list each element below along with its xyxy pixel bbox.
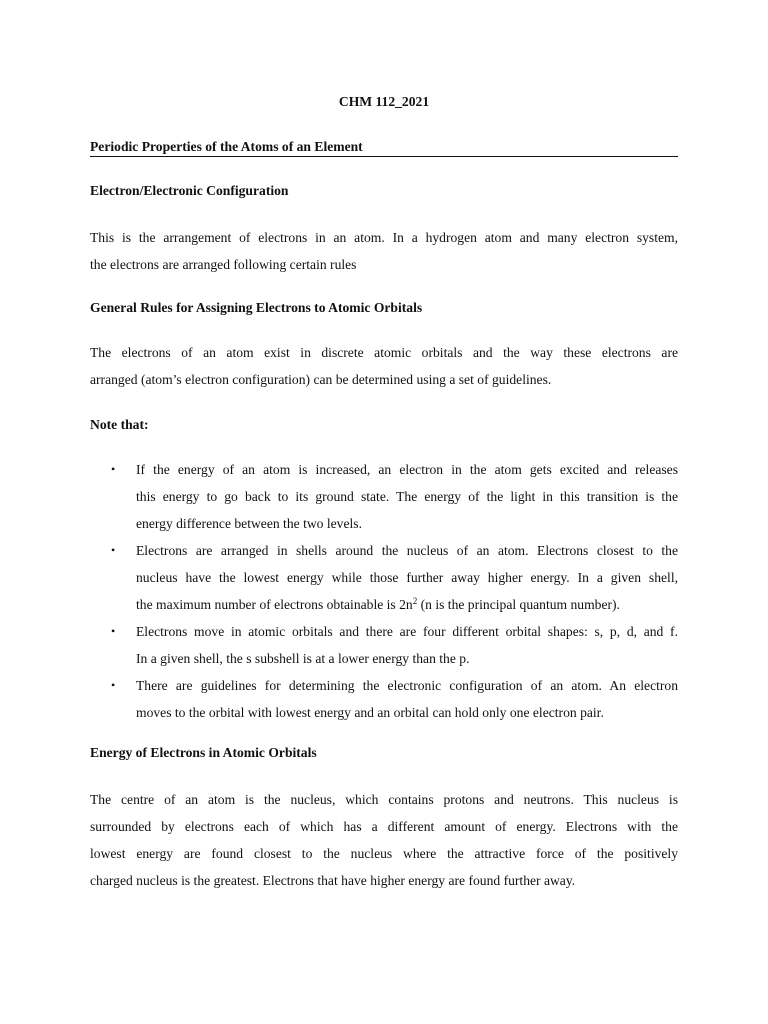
section-heading: Periodic Properties of the Atoms of an Element [90,139,678,157]
bullet-line: moves to the orbital with lowest energy and an orbital can hold only one electron pair. [136,705,604,720]
paragraph-line: The electrons of an atom exist in discrete atomic orbitals and the way these electrons are [90,345,678,360]
rules-paragraph [90,339,678,393]
list-item [90,537,678,618]
bullet-line: Electrons move in atomic orbitals and there are four different orbital shapes: s, p, d, and f. [136,624,678,639]
subheading-energy: Energy of Electrons in Atomic Orbitals [90,745,317,760]
list-item [90,456,678,537]
bullet-line: In a given shell, the s subshell is at a lower energy than the p. [136,651,470,666]
paragraph-line: The centre of an atom is the nucleus, which contains protons and neutrons. This nucleus is [90,792,678,807]
bullet-line: this energy to go back to its ground state. The energy of the light in this transition is the [136,489,678,504]
bullet-line: There are guidelines for determining the electronic configuration of an atom. An electron [136,678,678,693]
formula-text: the maximum number of electrons obtainable is 2n [136,597,413,612]
bullet-icon: • [111,624,116,638]
note-label: Note that: [90,417,149,432]
rules-bullet-list [90,456,678,726]
paragraph-line: lowest energy are found closest to the nucleus where the attractive force of the positively [90,846,678,861]
subheading-general-rules: General Rules for Assigning Electrons to Atomic Orbitals [90,300,423,315]
intro-paragraph [90,224,678,278]
document-title: CHM 112_2021 [338,94,430,109]
bullet-icon: • [111,462,116,476]
paragraph-line: arranged (atom’s electron configuration) can be determined using a set of guidelines. [90,372,552,387]
bullet-icon: • [111,543,116,557]
bullet-line [136,591,678,618]
list-item [90,672,678,726]
bullet-line: nucleus have the lowest energy while those further away higher energy. In a given shell, [136,570,678,585]
formula-text: (n is the principal quantum number). [417,597,620,612]
paragraph-line: the electrons are arranged following certain rules [90,257,357,272]
list-item [90,618,678,672]
document-page [90,0,678,1024]
paragraph-line: surrounded by electrons each of which has a different amount of energy. Electrons with the [90,819,678,834]
energy-paragraph [90,786,678,894]
paragraph-line: This is the arrangement of electrons in an atom. In a hydrogen atom and many electron system, [90,230,678,245]
bullet-line: Electrons are arranged in shells around the nucleus of an atom. Electrons closest to the [136,543,678,558]
subheading-electron-configuration: Electron/Electronic Configuration [90,183,289,198]
exponent: 2 [412,596,418,606]
bullet-icon: • [111,678,116,692]
paragraph-line: charged nucleus is the greatest. Electrons that have higher energy are found further away. [90,873,576,888]
bullet-line: energy difference between the two levels. [136,516,362,531]
bullet-line: If the energy of an atom is increased, an electron in the atom gets excited and releases [136,462,678,477]
